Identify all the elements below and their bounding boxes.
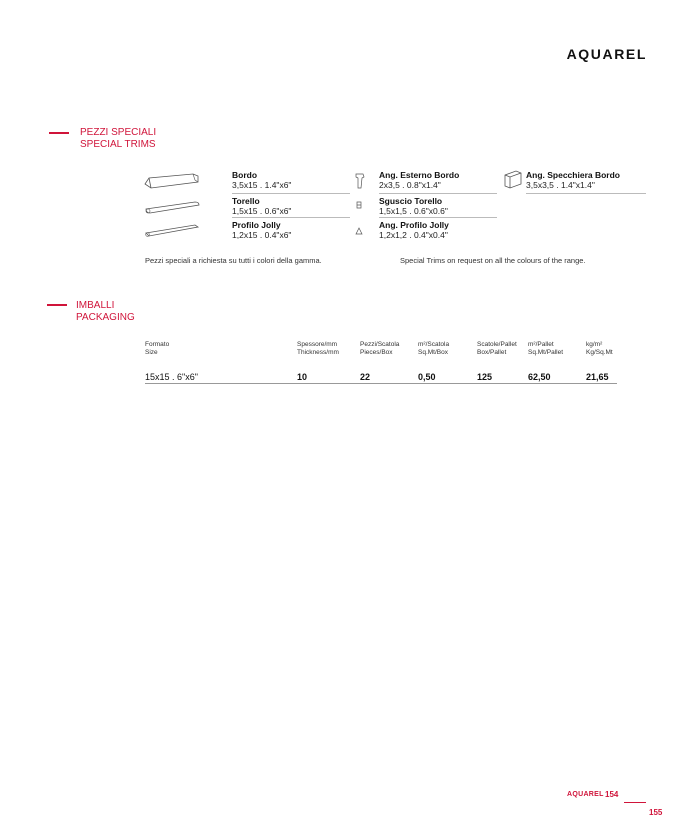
- trim-name: Ang. Profilo Jolly: [379, 220, 449, 230]
- ang-esterno-bordo-icon: [354, 172, 366, 190]
- header-it: Formato: [145, 341, 170, 348]
- trim-name: Sguscio Torello: [379, 196, 443, 206]
- page-number-left: 154: [605, 790, 619, 799]
- trim-size: 2x3,5 . 0.8"x1.4": [379, 180, 441, 190]
- footer-brand: AQUAREL: [567, 791, 604, 798]
- trim-name: Profilo Jolly: [232, 220, 281, 230]
- packaging-title: IMBALLI: [76, 300, 115, 311]
- header-en: Sq.Mt/Pallet: [528, 349, 564, 356]
- cell-pieces-box: 22: [360, 372, 371, 382]
- header-formato: [145, 341, 169, 357]
- trim-size: 1,5x15 . 0.6"x6": [232, 206, 292, 216]
- trim-profilo-jolly: [232, 220, 291, 240]
- ang-profilo-jolly-icon: [355, 227, 363, 235]
- trim-size: 3,5x15 . 1.4"x6": [232, 180, 292, 190]
- divider: [232, 193, 350, 194]
- trim-name: Bordo: [232, 170, 258, 180]
- trim-size: 3,5x3,5 . 1.4"x1.4": [526, 180, 595, 190]
- profilo-jolly-trim-icon: [143, 222, 203, 238]
- table-row-divider: [145, 383, 617, 384]
- header-it: Pezzi/Scatola: [360, 341, 400, 348]
- trim-name: Ang. Esterno Bordo: [379, 170, 460, 180]
- section-marker-line: [47, 304, 67, 306]
- special-trims-subtitle: SPECIAL TRIMS: [80, 139, 156, 150]
- section-marker-line: [49, 132, 69, 134]
- divider: [232, 217, 350, 218]
- page-number-right: 155: [649, 808, 663, 817]
- bordo-trim-icon: [143, 172, 203, 192]
- header-it: m²/Scatola: [418, 341, 450, 348]
- trim-size: 1,5x1,5 . 0.6"x0.6": [379, 206, 448, 216]
- cell-kg-sqm: 21,65: [586, 372, 609, 382]
- header-it: Scatole/Pallet: [477, 341, 517, 348]
- header-scatole-pallet: [477, 341, 517, 357]
- footer-rule: [624, 802, 646, 803]
- cell-thickness: 10: [297, 372, 308, 382]
- header-it: m²/Pallet: [528, 341, 554, 348]
- header-en: Thickness/mm: [297, 349, 339, 356]
- header-en: Pieces/Box: [360, 349, 393, 356]
- brand-title: AQUAREL: [566, 46, 647, 62]
- header-en: Sq.Mt/Box: [418, 349, 448, 356]
- divider: [379, 217, 497, 218]
- trim-bordo: [232, 170, 291, 190]
- cell-sqm-pallet: 62,50: [528, 372, 551, 382]
- header-en: Kg/Sq.Mt: [586, 349, 613, 356]
- sguscio-torello-icon: [355, 200, 363, 210]
- cell-size: 15x15 . 6"x6": [145, 372, 198, 382]
- trim-ang-profilo-jolly: [379, 220, 449, 240]
- trim-size: 1,2x1,2 . 0.4"x0.4": [379, 230, 448, 240]
- note-english: Special Trims on request on all the colours of the range.: [400, 256, 586, 265]
- trim-sguscio-torello: [379, 196, 448, 216]
- header-pezzi: [360, 341, 399, 357]
- header-en: Box/Pallet: [477, 349, 507, 356]
- torello-trim-icon: [143, 199, 203, 215]
- header-mq-scatola: [418, 341, 449, 357]
- special-trims-title: PEZZI SPECIALI: [80, 127, 157, 138]
- cell-sqm-box: 0,50: [418, 372, 436, 382]
- divider: [379, 193, 497, 194]
- cell-box-pallet: 125: [477, 372, 493, 382]
- trim-ang-esterno-bordo: [379, 170, 459, 190]
- trim-name: Torello: [232, 196, 260, 206]
- header-spessore: [297, 341, 339, 357]
- divider: [526, 193, 646, 194]
- ang-specchiera-bordo-icon: [502, 168, 524, 190]
- header-en: Size: [145, 349, 158, 356]
- note-italian: Pezzi speciali a richiesta su tutti i colori della gamma.: [145, 256, 322, 265]
- trim-size: 1,2x15 . 0.4"x6": [232, 230, 292, 240]
- header-it: kg/m²: [586, 341, 603, 348]
- trim-ang-specchiera-bordo: [526, 170, 620, 190]
- trim-name: Ang. Specchiera Bordo: [526, 170, 620, 180]
- header-it: Spessore/mm: [297, 341, 338, 348]
- packaging-subtitle: PACKAGING: [76, 312, 135, 323]
- trim-torello: [232, 196, 291, 216]
- header-kg-mq: [586, 341, 613, 357]
- header-mq-pallet: [528, 341, 563, 357]
